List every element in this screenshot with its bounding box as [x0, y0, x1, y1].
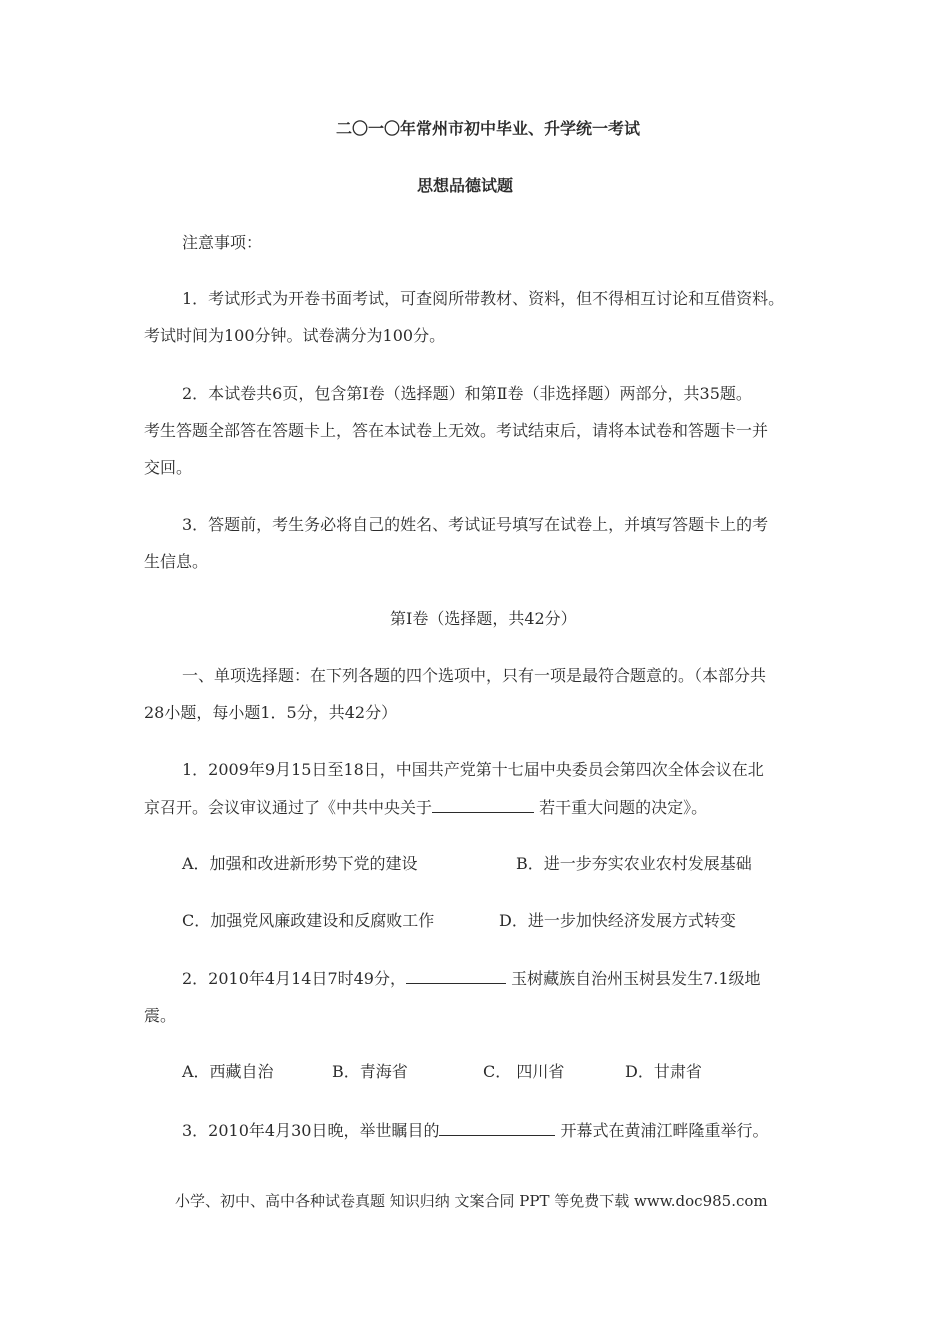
notice-item-2-line-1: 2．本试卷共6页，包含第Ⅰ卷（选择题）和第Ⅱ卷（非选择题）两部分，共35题。	[182, 384, 752, 403]
question-2-line-2: 震。	[144, 1006, 177, 1025]
question-1-option-b: B．进一步夯实农业农村发展基础	[516, 854, 752, 873]
question-2-text-before-blank: 2．2010年4月14日7时49分，	[182, 969, 406, 988]
notice-item-3-line-2: 生信息。	[144, 552, 209, 571]
question-3-text-before-blank: 3．2010年4月30日晚，举世瞩目的	[182, 1121, 440, 1140]
question-1-line-2	[144, 796, 707, 819]
question-2-text-after-blank: 玉树藏族自治州玉树县发生7.1级地	[505, 969, 761, 988]
question-2-option-d: D．甘肃省	[625, 1062, 702, 1081]
notice-item-1-line-2: 考试时间为100分钟。试卷满分为100分。	[144, 326, 446, 345]
question-3-text-after-blank: 开幕式在黄浦江畔隆重举行。	[555, 1121, 769, 1140]
question-1-text-before-blank: 京召开。会议审议通过了《中共中央关于	[144, 798, 433, 817]
answer-blank	[432, 796, 534, 813]
question-2-option-c: C． 四川省	[483, 1062, 565, 1081]
exam-subtitle: 思想品德试题	[417, 176, 514, 195]
notice-item-3-line-1: 3．答题前，考生务必将自己的姓名、考试证号填写在试卷上，并填写答题卡上的考	[182, 515, 769, 534]
notice-heading: 注意事项：	[182, 233, 263, 252]
question-1-text-after-blank: 若干重大问题的决定》。	[534, 798, 708, 817]
answer-blank	[406, 967, 506, 984]
notice-item-2-line-2: 考生答题全部答在答题卡上，答在本试卷上无效。考试结束后，请将本试卷和答题卡一并	[144, 421, 769, 440]
question-2-line-1	[182, 967, 761, 990]
answer-blank	[439, 1119, 555, 1136]
notice-item-2-line-3: 交回。	[144, 458, 193, 477]
page-footer: 小学、初中、高中各种试卷真题 知识归纳 文案合同 PPT 等免费下载 www.doc985.com	[175, 1192, 768, 1210]
question-1-option-c: C．加强党风廉政建设和反腐败工作	[182, 911, 435, 930]
notice-item-1-line-1: 1．考试形式为开卷书面考试，可查阅所带教材、资料，但不得相互讨论和互借资料。	[182, 289, 785, 308]
question-3-line-1	[182, 1119, 769, 1142]
question-1-line-1: 1．2009年9月15日至18日，中国共产党第十七届中央委员会第四次全体会议在北	[182, 760, 764, 779]
question-2-option-a: A．西藏自治	[182, 1062, 274, 1081]
section-1-heading: 第Ⅰ卷（选择题，共42分）	[390, 609, 577, 628]
question-1-option-a: A．加强和改进新形势下党的建设	[182, 854, 418, 873]
question-2-option-b: B．青海省	[332, 1062, 408, 1081]
section-1-intro-line-1: 一、单项选择题：在下列各题的四个选项中，只有一项是最符合题意的。（本部分共	[182, 666, 767, 685]
question-1-option-d: D．进一步加快经济发展方式转变	[499, 911, 736, 930]
exam-title: 二〇一〇年常州市初中毕业、升学统一考试	[336, 119, 641, 138]
section-1-intro-line-2: 28小题，每小题1．5分，共42分）	[144, 703, 398, 722]
